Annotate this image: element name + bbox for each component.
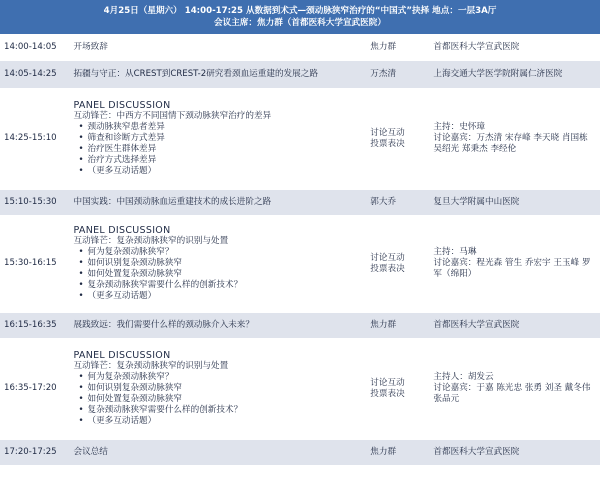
time-cell: 15:30-16:15 [0,215,69,312]
panel-bullets [73,372,362,427]
guests-line [433,133,596,155]
topic-cell: 展践致远：我们需要什么样的颈动脉介入未来？ [69,312,366,338]
session-chair: 会议主席：焦力群（首都医科大学宣武医院） [214,17,386,28]
session-title: 4月25日（星期六） 14:00-17:25 从数据到术式—颈动脉狭窄治疗的“中国式”抉择 地点：一层3A厅 [103,5,497,16]
time-cell: 15:10-15:30 [0,189,69,215]
format-discussion: 讨论互动 [370,127,405,138]
institution-cell: 首都医科大学宣武医院 [429,312,600,338]
format-cell [366,338,429,439]
panel-row [0,88,600,189]
panel-title: PANEL DISCUSSION [73,225,171,236]
speaker-cell: 焦力群 [366,439,429,465]
panel-title: PANEL DISCUSSION [73,350,171,361]
bullet-item: • 何为复杂颈动脉狭窄？ [87,372,362,383]
topic-cell: 拓疆与守正：从CREST到CREST-2研究看颈血运重建的发展之路 [69,60,366,88]
host-line [433,247,596,258]
format-voting: 投票表决 [370,388,405,399]
panel-row [0,215,600,312]
schedule-row [0,439,600,465]
time-cell: 14:05-14:25 [0,60,69,88]
topic-cell: 会议总结 [69,439,366,465]
bullet-item: • （更多互动话题） [87,291,362,302]
institution-cell: 首都医科大学宣武医院 [429,439,600,465]
institution-cell: 复旦大学附属中山医院 [429,189,600,215]
format-discussion: 讨论互动 [370,377,405,388]
speaker-cell: 焦力群 [366,34,429,60]
bullet-item: • （更多互动话题） [87,416,362,427]
time-cell: 16:15-16:35 [0,312,69,338]
panel-row [0,338,600,439]
time-cell: 16:35-17:20 [0,338,69,439]
guests-line [433,258,596,280]
institution-cell: 首都医科大学宣武医院 [429,34,600,60]
format-cell [366,215,429,312]
format-voting: 投票表决 [370,263,405,274]
panel-bullets [73,247,362,302]
time-cell: 14:00-14:05 [0,34,69,60]
guests-names: 于嘉 陈光忠 张勇 刘圣 戴冬伟 张品元 [433,383,591,404]
host-name: 胡发云 [467,372,494,382]
topic-cell: 开场致辞 [69,34,366,60]
bullet-item: • 治疗方式选择差异 [87,155,362,166]
host-line [433,122,596,133]
bullet-item: • 如何识别复杂颈动脉狭窄 [87,383,362,394]
host-line [433,372,596,383]
schedule-row [0,34,600,60]
panel-topic-cell [69,338,366,439]
bullet-item: • 如何识别复杂颈动脉狭窄 [87,258,362,269]
time-cell: 14:25-15:10 [0,88,69,189]
panel-topic-cell [69,215,366,312]
guests-label: 讨论嘉宾： [433,133,477,143]
bullet-item: • 如何处置复杂颈动脉狭窄 [87,394,362,405]
panel-bullets [73,122,362,177]
schedule-row [0,189,600,215]
panel-focus: 互动锋芒：复杂颈动脉狭窄的识别与处置 [73,361,229,371]
bullet-item: • 治疗医生群体差异 [87,144,362,155]
topic-cell: 中国实践：中国颈动脉血运重建技术的成长进阶之路 [69,189,366,215]
bullet-item: • （更多互动话题） [87,166,362,177]
guests-names: 程光森 管生 乔宏宇 王玉峰 罗军（绵阳） [433,258,591,279]
panel-focus: 互动锋芒：中西方不同国情下颈动脉狭窄治疗的差异 [73,111,272,121]
bullet-item: • 复杂颈动脉狭窄需要什么样的创新技术？ [87,280,362,291]
bullet-item: • 复杂颈动脉狭窄需要什么样的创新技术？ [87,405,362,416]
panel-topic-cell [69,88,366,189]
people-cell [429,215,600,312]
bullet-item: • 何为复杂颈动脉狭窄？ [87,247,362,258]
speaker-cell: 焦力群 [366,312,429,338]
host-label: 主持： [433,122,460,132]
guests-line [433,383,596,405]
guests-label: 讨论嘉宾： [433,258,477,268]
people-cell [429,88,600,189]
speaker-cell: 郭大乔 [366,189,429,215]
time-cell: 17:20-17:25 [0,439,69,465]
session-header [0,0,600,34]
schedule-row [0,312,600,338]
people-cell [429,338,600,439]
format-cell [366,88,429,189]
panel-title: PANEL DISCUSSION [73,100,171,111]
host-name: 马琳 [459,247,477,257]
session-header-cell [0,0,600,34]
bullet-item: • 如何处置复杂颈动脉狭窄 [87,269,362,280]
bullet-item: • 颈动脉狭窄患者差异 [87,122,362,133]
guests-names: 万杰清 宋存峰 李天晓 肖国栋 吴绍光 郑秉杰 李经伦 [433,133,588,154]
host-label: 主持： [433,247,460,257]
bullet-item: • 筛查和诊断方式差异 [87,133,362,144]
host-name: 史怀璋 [459,122,486,132]
guests-label: 讨论嘉宾： [433,383,477,393]
institution-cell: 上海交通大学医学院附属仁济医院 [429,60,600,88]
schedule-row [0,60,600,88]
speaker-cell: 万杰清 [366,60,429,88]
panel-focus: 互动锋芒：复杂颈动脉狭窄的识别与处置 [73,236,229,246]
format-discussion: 讨论互动 [370,252,405,263]
host-label: 主持人： [433,372,468,382]
format-voting: 投票表决 [370,138,405,149]
